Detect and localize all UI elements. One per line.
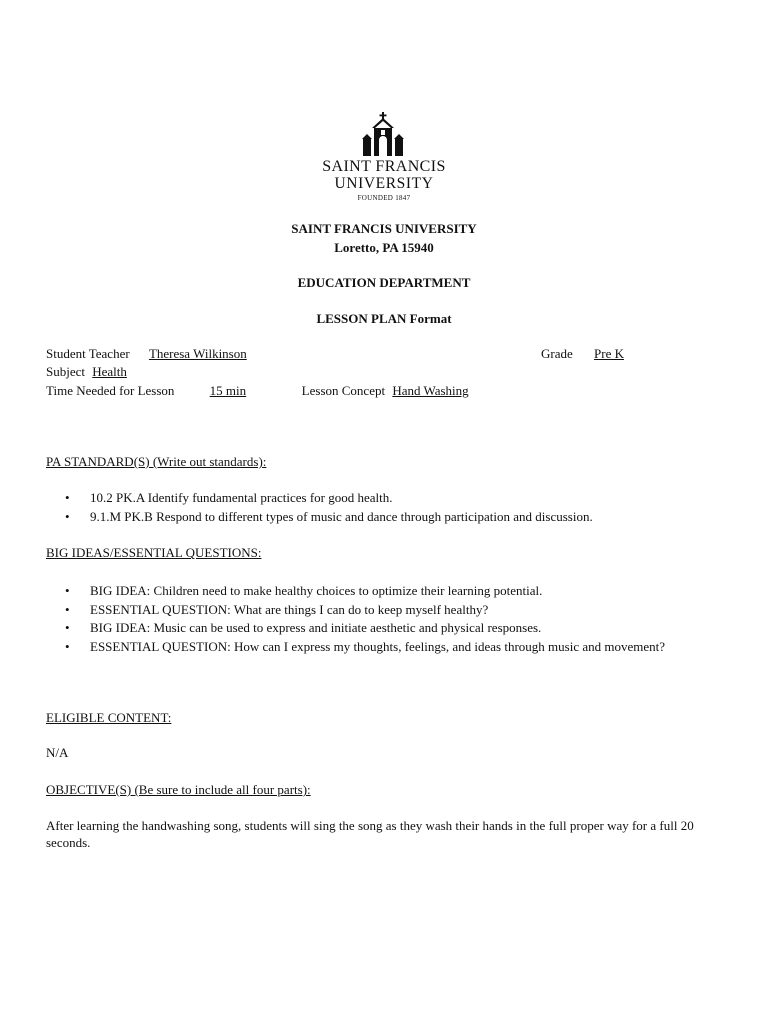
chapel-tower-icon [318,108,450,158]
eligible-content-value: N/A [46,745,69,760]
objectives-heading: OBJECTIVE(S) (Be sure to include all four parts): [46,782,311,797]
list-item: • BIG IDEA: Music can be used to express and initiate aesthetic and physical responses. [46,619,722,638]
list-item: • ESSENTIAL QUESTION: What are things I can do to keep myself healthy? [46,601,722,620]
student-teacher-row [46,346,475,362]
eligible-content-heading: ELIGIBLE CONTENT: [46,710,172,725]
concept-label: Lesson Concept [301,383,386,398]
big-ideas-heading: BIG IDEAS/ESSENTIAL QUESTIONS: [46,545,262,560]
standards-heading: PA STANDARD(S) (Write out standards): [46,454,267,469]
university-location: Loretto, PA 15940 [334,240,434,255]
grade-label: Grade [541,346,573,361]
subject-row [46,364,412,380]
standards-list [46,489,722,526]
list-item: • BIG IDEA: Children need to make healthy choices to optimize their learning potential. [46,582,722,601]
time-concept-row [46,383,572,399]
university-logo [318,108,450,204]
list-item: • ESSENTIAL QUESTION: How can I express my thoughts, feelings, and ideas through music and movement? [46,638,722,657]
logo-text-line1: SAINT FRANCIS [322,158,446,175]
university-name: SAINT FRANCIS UNIVERSITY [291,221,477,236]
student-teacher-label: Student Teacher [46,346,130,361]
time-label: Time Needed for Lesson [46,383,175,398]
list-item: • 10.2 PK.A Identify fundamental practices for good health. [46,489,722,508]
grade-row [541,346,631,362]
student-teacher-value: Theresa Wilkinson [148,346,247,361]
department-name: EDUCATION DEPARTMENT [297,275,471,290]
grade-value: Pre K [594,346,624,361]
list-item: • 9.1.M PK.B Respond to different types of music and dance through participation and discussion. [46,508,722,527]
document-title: LESSON PLAN Format [316,311,452,326]
concept-value: Hand Washing [392,383,469,398]
logo-founded-text: FOUNDED 1847 [357,194,411,202]
logo-text-line2: UNIVERSITY [334,175,434,192]
subject-label: Subject [46,364,85,379]
subject-value: Health [92,364,127,379]
objectives-text: After learning the handwashing song, students will sing the song as they wash their hands in the full proper way for a full 20 seconds. [46,818,694,850]
big-ideas-list [46,582,722,656]
time-value: 15 min [209,383,247,398]
